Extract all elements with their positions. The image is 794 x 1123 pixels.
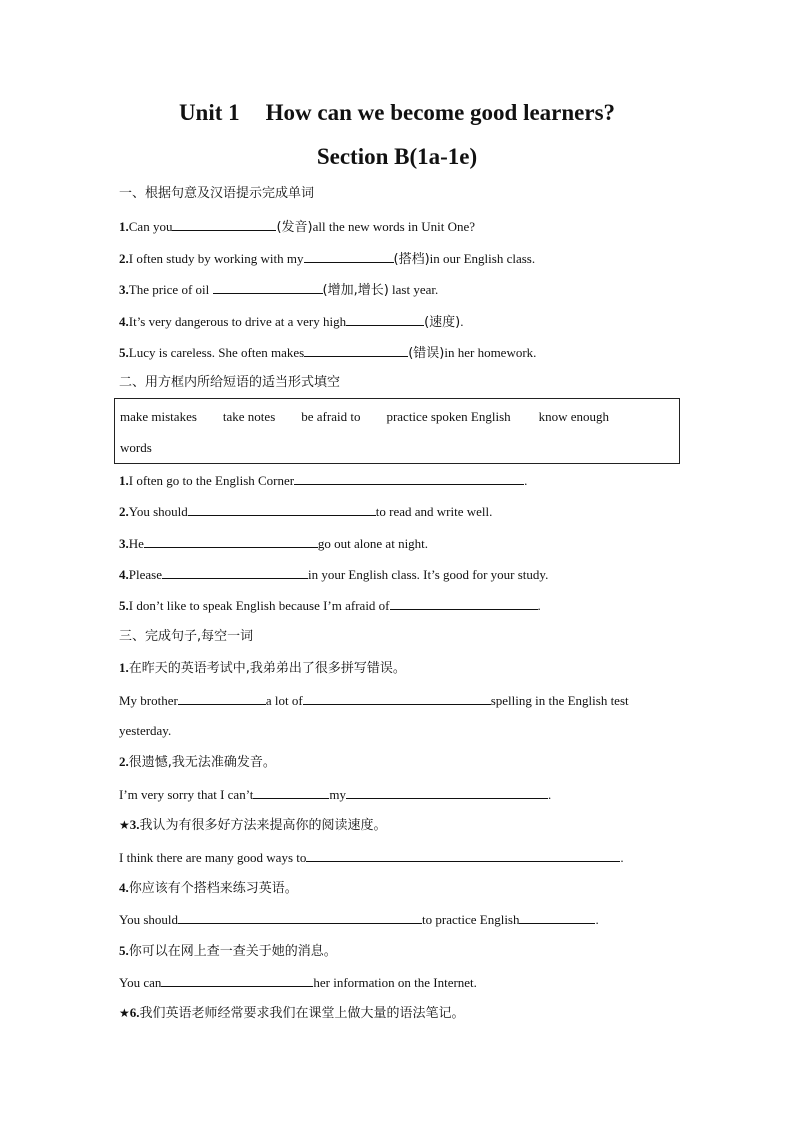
part3-item-1-cn: 1.在昨天的英语考试中,我弟弟出了很多拼写错误。 (119, 660, 406, 676)
part3-item-2-en: I’m very sorry that I can’t my . (119, 787, 552, 802)
part3-item-4-en: You should to practice English . (119, 912, 599, 927)
part2-item-4: 4.Please in your English class. It’s good for your study. (119, 567, 549, 582)
section-title: Section B(1a-1e) (316, 144, 478, 169)
phrase: words (120, 440, 152, 455)
part3-heading: 三、完成句子,每空一词 (119, 629, 254, 644)
unit-question: How can we become good learners? (265, 100, 616, 125)
answer-blank[interactable] (306, 848, 620, 862)
answer-blank[interactable] (144, 534, 318, 548)
part3-item-6-cn: ★6.我们英语老师经常要求我们在课堂上做大量的语法笔记。 (119, 1005, 465, 1021)
part2-item-3: 3.He go out alone at night. (119, 536, 429, 551)
part3-item-5-en: You can her information on the Internet. (119, 975, 477, 990)
answer-blank[interactable] (161, 973, 313, 987)
part1-heading: 一、根据句意及汉语提示完成单词 (119, 186, 315, 201)
star-icon: ★ (119, 1006, 130, 1020)
answer-blank[interactable] (303, 691, 491, 705)
part2-item-5: 5.I don’t like to speak English because I’m afraid of . (119, 598, 541, 613)
answer-blank[interactable] (304, 343, 408, 357)
part1-item-2: 2.I often study by working with my (搭档)in our English class. (119, 251, 536, 267)
phrase: practice spoken English (386, 409, 511, 424)
part3-item-3-cn: ★3.我认为有很多好方法来提高你的阅读速度。 (119, 817, 387, 833)
answer-blank[interactable] (519, 910, 595, 924)
page-title (0, 100, 794, 126)
answer-blank[interactable] (390, 596, 538, 610)
answer-blank[interactable] (162, 565, 308, 579)
part3-item-3-en: I think there are many good ways to . (119, 850, 624, 865)
phrase-box (114, 398, 680, 464)
part3-item-1-en: My brother a lot of spelling in the English test (119, 693, 629, 708)
part2-heading: 二、用方框内所给短语的适当形式填空 (119, 375, 341, 390)
phrase: know enough (538, 409, 610, 424)
unit-label: Unit 1 (178, 100, 240, 125)
phrase: make mistakes (120, 409, 197, 424)
part3-item-1-en-cont: yesterday. (119, 723, 172, 738)
part3-item-2-cn: 2.很遗憾,我无法准确发音。 (119, 754, 276, 770)
part3-item-4-cn: 4.你应该有个搭档来练习英语。 (119, 880, 298, 896)
answer-blank[interactable] (178, 691, 266, 705)
phrase: take notes (222, 409, 276, 424)
answer-blank[interactable] (294, 471, 524, 485)
part3-item-5-cn: 5.你可以在网上查一查关于她的消息。 (119, 943, 337, 959)
answer-blank[interactable] (178, 910, 422, 924)
answer-blank[interactable] (188, 502, 376, 516)
answer-blank[interactable] (253, 785, 329, 799)
part1-item-1: 1.Can you (发音)all the new words in Unit One? (119, 219, 476, 235)
part1-item-5: 5.Lucy is careless. She often makes (错误)in her homework. (119, 345, 537, 361)
star-icon: ★ (119, 818, 130, 832)
part1-item-3: 3.The price of oil (增加,增长) last year. (119, 282, 439, 298)
answer-blank[interactable] (346, 785, 548, 799)
phrase: be afraid to (301, 409, 361, 424)
answer-blank[interactable] (304, 249, 394, 263)
part2-item-2: 2.You should to read and write well. (119, 504, 493, 519)
answer-blank[interactable] (346, 312, 424, 326)
part2-item-1: 1.I often go to the English Corner . (119, 473, 528, 488)
answer-blank[interactable] (172, 217, 276, 231)
answer-blank[interactable] (213, 280, 323, 294)
part1-item-4: 4.It’s very dangerous to drive at a very high (速度). (119, 314, 464, 330)
